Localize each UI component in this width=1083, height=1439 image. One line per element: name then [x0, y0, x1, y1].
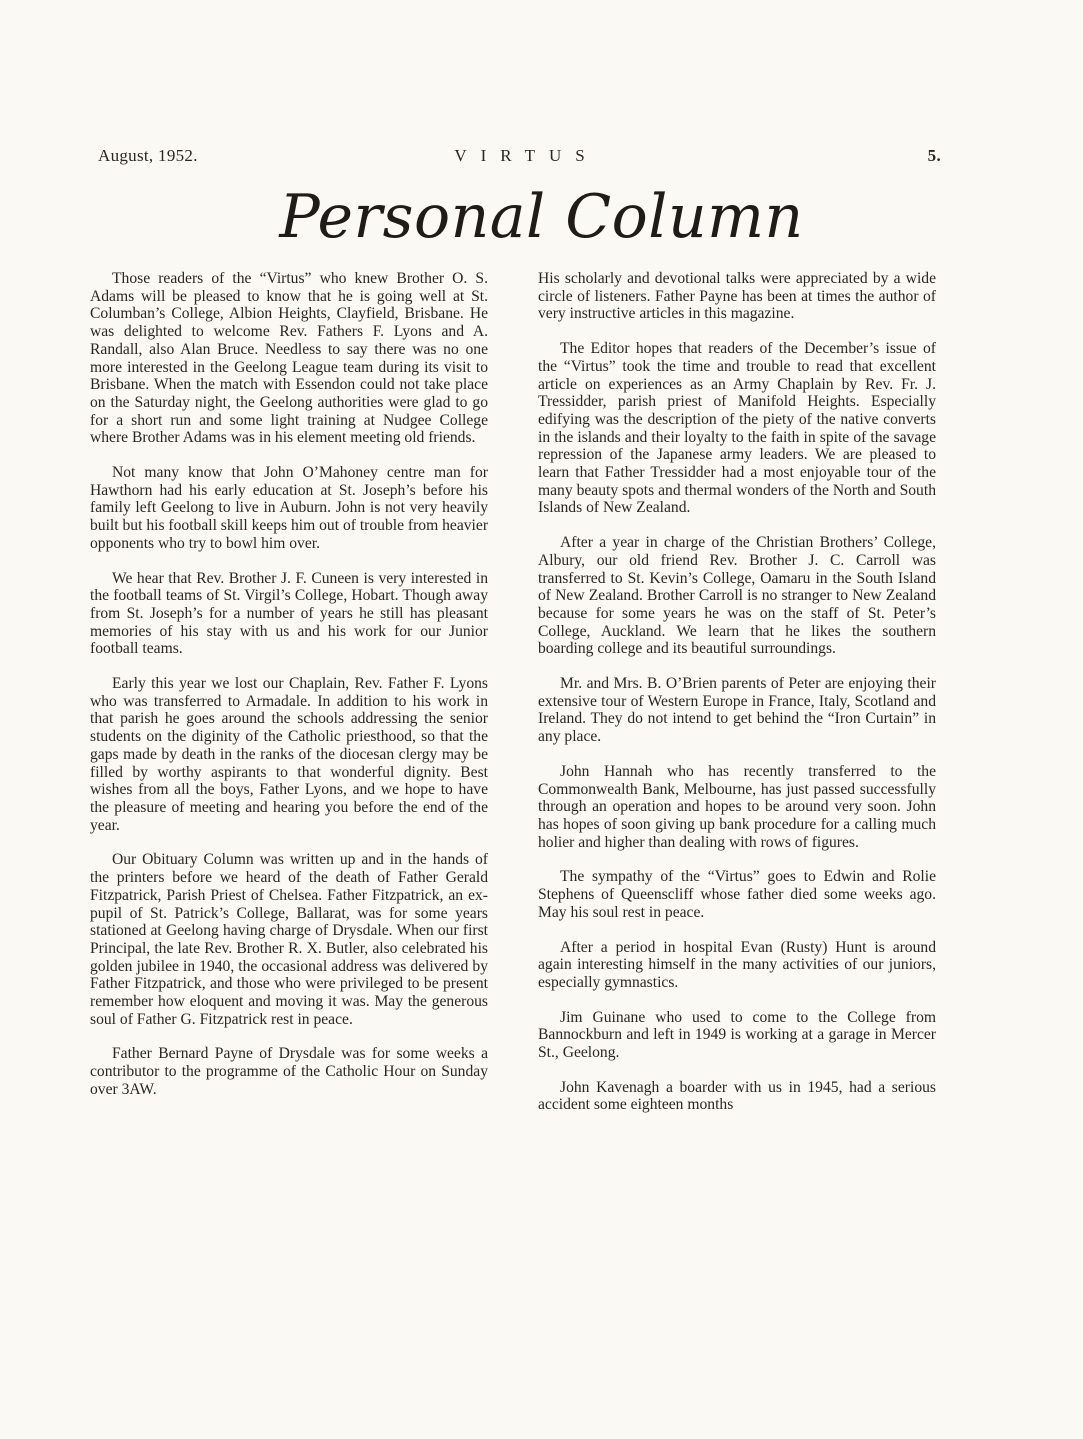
paragraph: Not many know that John O’Mahoney centre man for Hawthorn had his early education at St. Joseph’s before his family left Geelong to live in Auburn. John is not very heavily built but his football skill keeps him out of trouble from heavier opponents who try to bowl him over. [90, 464, 489, 552]
paragraph: Those readers of the “Virtus” who knew Brother O. S. Adams will be pleased to know that he is going well at St. Columban’s College, Albion Heights, Clayfield, Brisbane. He was delighted to welcome Rev. Fathers F. Lyons and A. Randall, also Alan Bruce. Needless to say there was no one more interested in the Geelong League team during its visit to Brisbane. When the match with Essendon could not take place on the Saturday night, the Geelong authorities were glad to go for a short run and some light training at Nudgee College where Brother Adams was in his element meeting old friends. [90, 270, 488, 447]
paragraph: After a period in hospital Evan (Rusty) Hunt is around again interesting himself in the many activities of our juniors, especially gymnastics. [538, 938, 936, 991]
left-column [90, 270, 488, 1116]
paragraph: We hear that Rev. Brother J. F. Cuneen is very interested in the football teams of St. Virgil’s College, Hobart. Though away from St. Joseph’s for a number of years he still has pleasant memories of his stay with us and his work for our Junior football teams. [90, 569, 488, 658]
paragraph: John Hannah who has recently transferred to the Commonwealth Bank, Melbourne, has just passed successfully through an operation and hopes to be around very soon. John has hopes of soon giving up bank procedure for a calling much holier and higher than dealing with rows of figures. [538, 762, 936, 851]
page-number: 5. [927, 146, 941, 165]
masthead: VIRTUS [454, 146, 599, 165]
paragraph: Mr. and Mrs. B. O’Brien parents of Peter are enjoying their extensive tour of Western Europe in France, Italy, Scotland and Ireland. They do not intend to get behind the “Iron Curtain” in any place. [538, 675, 936, 746]
paragraph: The Editor hopes that readers of the December’s issue of the “Virtus” took the time and trouble to read that excellent article on experiences as an Army Chaplain by Rev. Fr. J. Tressidder, parish priest of Manifold Heights. Especially edifying was the description of the piety of the native converts in the islands and their loyalty to the faith in spite of the savage repression of the Japanese army leaders. We are pleased to learn that Father Tressidder had a most enjoyable tour of the many beauty spots and thermal wonders of the North and South Islands of New Zealand. [538, 340, 936, 517]
paragraph: Father Bernard Payne of Drysdale was for some weeks a contributor to the programme of the Catholic Hour on Sunday over 3AW. [90, 1045, 488, 1098]
right-column [538, 270, 936, 1131]
paragraph: After a year in charge of the Christian Brothers’ College, Albury, our old friend Rev. Brother J. C. Carroll was transferred to St. Kevin’s College, Oamaru in the South Island of New Zealand. Brother Carroll is no stranger to New Zealand because for some years he was on the staff of St. Peter’s College, Auckland. We learn that he likes the southern boarding college and its beautiful surroundings. [538, 534, 936, 658]
paragraph: John Kavenagh a boarder with us in 1945, had a serious accident some eighteen months [538, 1078, 936, 1114]
paragraph: Jim Guinane who used to come to the College from Bannockburn and left in 1949 is working at a garage in Mercer St., Geelong. [538, 1008, 936, 1062]
paragraph: Our Obituary Column was written up and in the hands of the printers before we heard of the death of Father Gerald Fitzpatrick, Parish Priest of Chelsea. Father Fitzpatrick, an ex-pupil of St. Patrick’s College, Ballarat, was for some years stationed at Geelong having charge of Drysdale. When our first Principal, the late Rev. Brother R. X. Butler, also celebrated his golden jubilee in 1940, the occasional address was delivered by Father Fitzpatrick, and those who were privileged to be present remember how eloquent and moving it was. May the generous soul of Father G. Fitzpatrick rest in peace. [90, 851, 488, 1028]
page-header [98, 146, 941, 166]
paragraph: Early this year we lost our Chaplain, Rev. Father F. Lyons who was transferred to Armadale. In addition to his work in that parish he goes around the schools addressing the senior students on the diginity of the Catholic priesthood, so that the gaps made by death in the ranks of the diocesan clergy may be filled by worthy aspirants to that wonderful dignity. Best wishes from all the boys, Father Lyons, and we hope to have the pleasure of meeting and hearing you before the end of the year. [90, 675, 488, 834]
paragraph: His scholarly and devotional talks were appreciated by a wide circle of listeners. Father Payne has been at times the author of very instructive articles in this magazine. [538, 270, 936, 323]
page-title: Personal Column [279, 182, 804, 252]
paragraph: The sympathy of the “Virtus” goes to Edwin and Rolie Stephens of Queenscliff whose father died some weeks ago. May his soul rest in peace. [538, 868, 936, 921]
issue-date: August, 1952. [98, 146, 198, 165]
